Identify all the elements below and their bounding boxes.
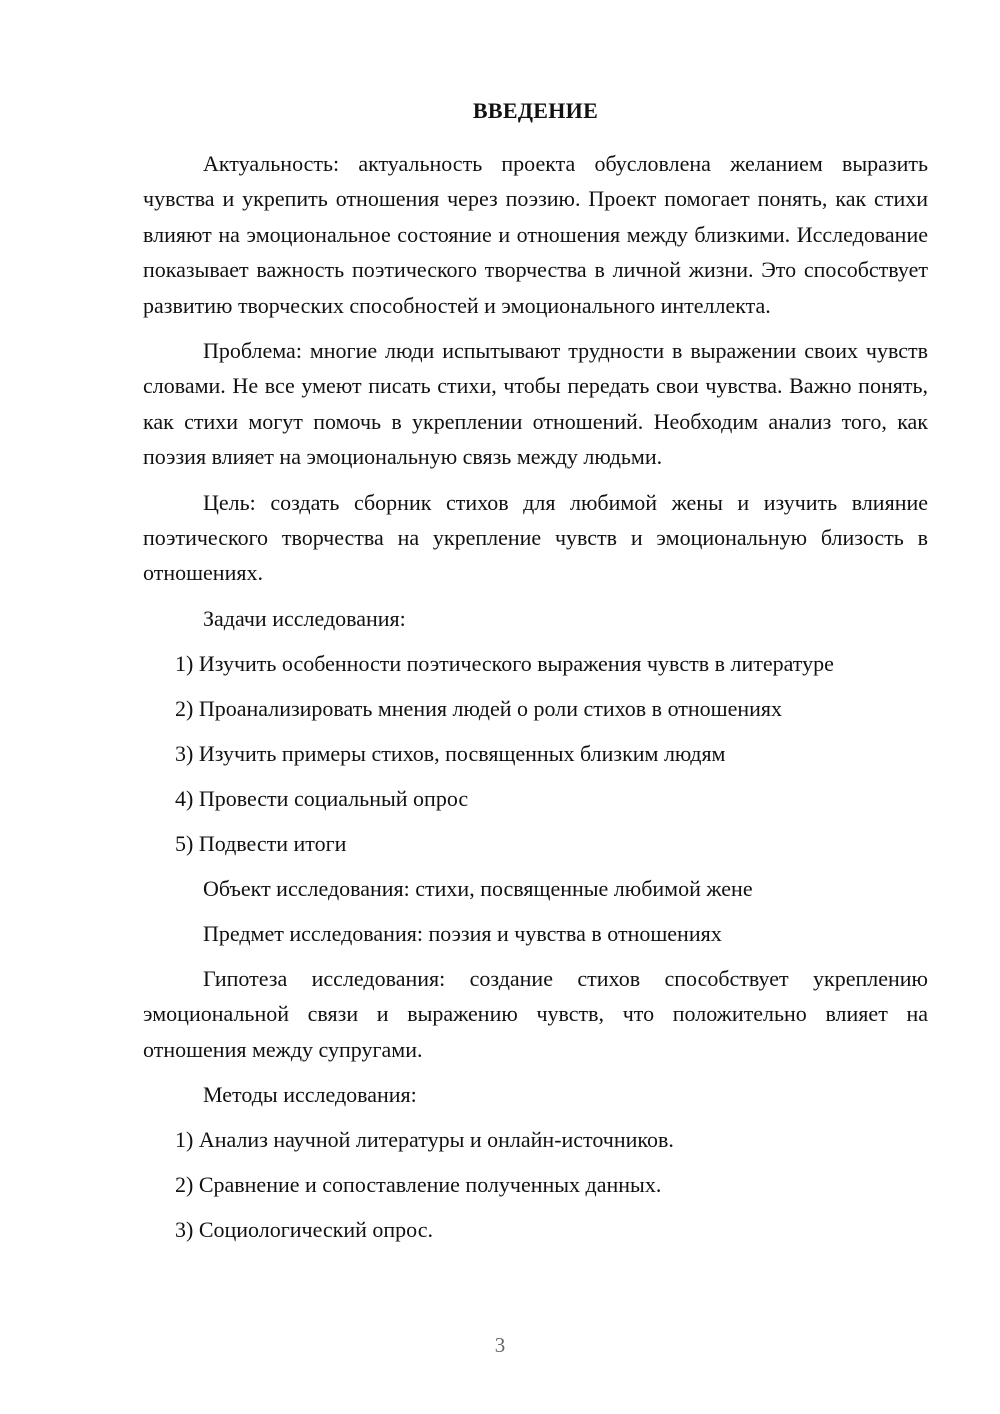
problem-paragraph: Проблема: многие люди испытывают трудности в выражении своих чувств словами. Не все умеют писать стихи, чтобы передать свои чувства. Важно понять, как стихи могут помочь в укреплении отношений. Необходим анализ того, как поэзия влияет на эмоциональную связь между людьми. xyxy=(143,338,928,470)
methods-label: Методы исследования: xyxy=(203,1082,417,1108)
method-item-3: 3) Социологический опрос. xyxy=(175,1217,433,1243)
task-item-5: 5) Подвести итоги xyxy=(175,830,347,856)
task-item-2: 2) Проанализировать мнения людей о роли стихов в отношениях xyxy=(175,695,783,721)
method-item-2: 2) Сравнение и сопоставление полученных данных. xyxy=(175,1172,662,1198)
hypothesis-paragraph: Гипотеза исследования: создание стихов способствует укреплению эмоциональной связи и выражению чувств, что положительно влияет на отношения между супругами. xyxy=(143,965,928,1062)
research-subject: Предмет исследования: поэзия и чувства в отношениях xyxy=(203,920,722,946)
goal-paragraph: Цель: создать сборник стихов для любимой жены и изучить влияние поэтического творчества на укрепление чувств и эмоциональную близость в отношениях. xyxy=(143,489,928,586)
tasks-label: Задачи исследования: xyxy=(203,605,406,631)
section-heading: ВВЕДЕНИЕ xyxy=(472,98,599,123)
research-object: Объект исследования: стихи, посвященные любимой жене xyxy=(203,875,753,901)
page-number: 3 xyxy=(494,1333,506,1357)
task-item-4: 4) Провести социальный опрос xyxy=(175,785,469,811)
document-page xyxy=(143,96,928,1257)
task-item-3: 3) Изучить примеры стихов, посвященных близким людям xyxy=(175,740,726,766)
task-item-1: 1) Изучить особенности поэтического выражения чувств в литературе xyxy=(175,650,834,676)
method-item-1: 1) Анализ научной литературы и онлайн-источников. xyxy=(175,1127,674,1153)
relevance-paragraph: Актуальность: актуальность проекта обусловлена желанием выразить чувства и укрепить отношения через поэзию. Проект помогает понять, как стихи влияют на эмоциональное состояние и отношения между близкими. Исследование показывает важность поэтического творчества в личной жизни. Это способствует развитию творческих способностей и эмоционального интеллекта. xyxy=(143,151,928,318)
